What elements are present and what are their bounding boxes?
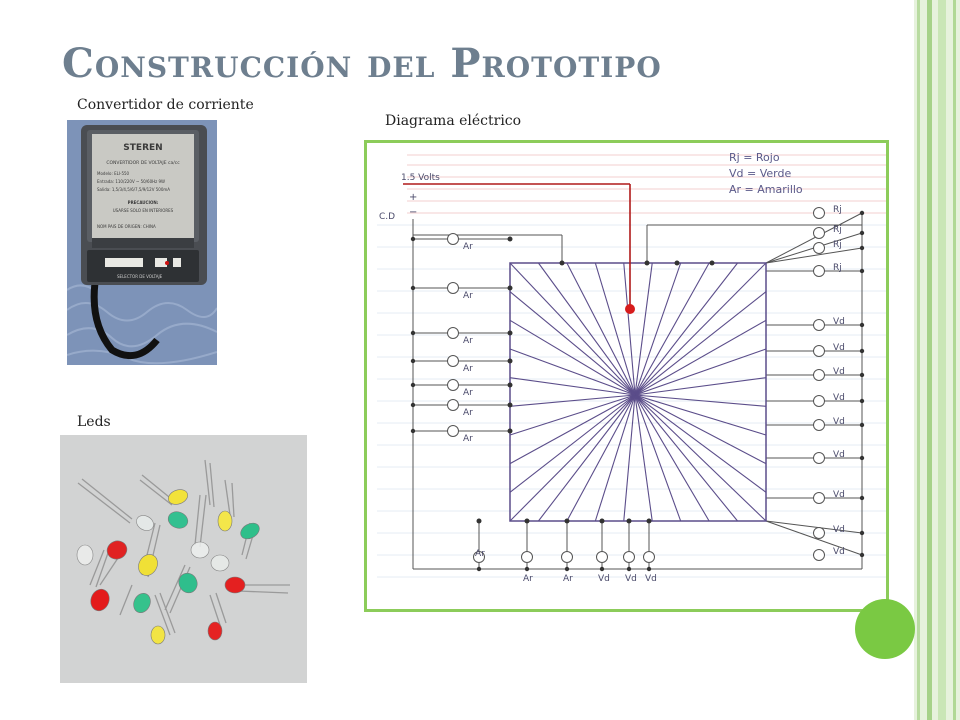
led-label: Ar (463, 388, 473, 398)
supply-label: 1.5 Volts (401, 173, 440, 183)
converter-selector-label: SELECTOR DE VOLTAJE (117, 274, 163, 279)
junction-dot (860, 231, 864, 235)
junction-dot (627, 519, 632, 524)
junction-dot (860, 349, 864, 353)
junction-dot (411, 237, 415, 241)
junction-dot (508, 331, 513, 336)
converter-label-text: NOM PAIS DE ORIGEN: CHINA (97, 224, 156, 229)
led-label: Vd (833, 393, 845, 403)
junction-dot (477, 519, 482, 524)
junction-dot (411, 383, 415, 387)
junction-dot (675, 261, 680, 266)
led-label: Rj (833, 263, 842, 273)
led-label: Vd (833, 417, 845, 427)
led-symbol (448, 234, 459, 245)
led-symbol (624, 552, 635, 563)
decorative-stripe (953, 0, 956, 720)
junction-dot (860, 531, 864, 535)
led-label: Vd (833, 343, 845, 353)
junction-dot (411, 286, 415, 290)
converter-caption: Convertidor de corriente (77, 97, 254, 113)
radial-trace (635, 263, 652, 395)
radial-trace (538, 395, 635, 521)
radial-trace (510, 378, 635, 395)
junction-dot (565, 567, 569, 571)
radial-trace (635, 395, 766, 521)
electrical-diagram (364, 140, 889, 612)
converter-label-text: Modelo: ELI-550 (97, 171, 130, 176)
led-symbol (814, 346, 825, 357)
led-label: Rj (833, 225, 842, 235)
led-symbol (814, 453, 825, 464)
junction-dot (508, 403, 513, 408)
led-label: Ar (523, 574, 533, 584)
legend-item: Rj = Rojo (729, 151, 780, 164)
led-symbol (814, 396, 825, 407)
led-label: Ar (463, 434, 473, 444)
leds-caption: Leds (77, 414, 111, 430)
led-symbol (448, 400, 459, 411)
junction-dot (560, 261, 565, 266)
radial-trace (635, 263, 766, 395)
led-label: Ar (463, 408, 473, 418)
led-symbol (644, 552, 655, 563)
decorative-stripe (927, 0, 932, 720)
converter-label-text: PRECAUCION: (127, 200, 159, 205)
plus-sign: + (409, 192, 418, 203)
junction-dot (411, 331, 415, 335)
led-symbol (562, 552, 573, 563)
led-label: Vd (598, 574, 610, 584)
legend-item: Vd = Verde (729, 167, 792, 180)
minus-sign: − (409, 207, 418, 218)
junction-dot (411, 429, 415, 433)
led-symbol (448, 328, 459, 339)
led-label: Vd (625, 574, 637, 584)
led-label: Ar (463, 336, 473, 346)
junction-dot (860, 423, 864, 427)
junction-dot (565, 519, 570, 524)
decorative-stripe (917, 0, 920, 720)
led-label: Vd (833, 317, 845, 327)
junction-dot (860, 399, 864, 403)
junction-dot (860, 553, 864, 557)
radial-trace (538, 263, 635, 395)
junction-dot (508, 383, 513, 388)
led-label: Rj (833, 205, 842, 215)
converter-label-text: CONVERTIDOR DE VOLTAJE ca/cc (106, 161, 180, 166)
radial-trace (510, 292, 635, 395)
led-label: Ar (463, 242, 473, 252)
radial-trace (635, 395, 738, 521)
slide-title: Construcción del Prototipo (62, 40, 662, 87)
led-symbol (448, 283, 459, 294)
junction-dot (860, 211, 864, 215)
junction-dot (627, 567, 631, 571)
led-label: Rj (833, 240, 842, 250)
converter-label-text: USARSE SOLO EN INTERIORES (112, 208, 174, 213)
junction-dot (508, 286, 513, 291)
led-symbol (448, 426, 459, 437)
junction-dot (508, 359, 513, 364)
converter-label-text: Entrada: 110/220V ~ 50/60Hz 9W (97, 179, 165, 184)
radial-trace (635, 320, 766, 395)
junction-dot (647, 519, 652, 524)
decorative-stripe (938, 0, 946, 720)
radial-trace (635, 263, 681, 395)
led-label: Vd (833, 450, 845, 460)
led-symbol (814, 493, 825, 504)
junction-dot (647, 567, 651, 571)
junction-dot (508, 237, 513, 242)
led-symbol (448, 380, 459, 391)
led-label: Ar (463, 364, 473, 374)
led-symbol (814, 320, 825, 331)
radial-trace (635, 263, 709, 395)
led-label: Vd (645, 574, 657, 584)
junction-dot (860, 373, 864, 377)
led-label: Vd (833, 367, 845, 377)
led-symbol (814, 370, 825, 381)
diagram-caption: Diagrama eléctrico (385, 113, 522, 129)
junction-dot (860, 246, 864, 250)
junction-dot (411, 359, 415, 363)
legend-item: Ar = Amarillo (729, 183, 803, 196)
led-symbol (597, 552, 608, 563)
led-label: Ar (463, 291, 473, 301)
wire (766, 521, 862, 555)
led-symbol (448, 356, 459, 367)
junction-dot (525, 567, 529, 571)
converter-brand: STEREN (123, 143, 163, 153)
radial-trace (635, 378, 766, 395)
radial-trace (510, 263, 635, 395)
radial-trace (510, 395, 635, 492)
junction-dot (645, 261, 650, 266)
radial-trace (635, 292, 766, 395)
cd-label: C.D (379, 212, 396, 222)
center-contact-dot (625, 304, 635, 314)
led-label: Vd (833, 547, 845, 557)
junction-dot (860, 269, 864, 273)
led-symbol (814, 208, 825, 219)
junction-dot (860, 323, 864, 327)
junction-dot (860, 456, 864, 460)
led-label: Vd (833, 525, 845, 535)
junction-dot (710, 261, 715, 266)
led-symbol (814, 420, 825, 431)
power-converter-photo (67, 120, 217, 365)
radial-trace (635, 263, 738, 395)
decorative-dot (855, 599, 915, 659)
led-symbol (814, 266, 825, 277)
junction-dot (525, 519, 530, 524)
junction-dot (600, 567, 604, 571)
led-label: Ar (475, 549, 485, 559)
radial-trace (635, 395, 681, 521)
led-symbol (814, 243, 825, 254)
junction-dot (508, 429, 513, 434)
radial-trace (510, 349, 635, 395)
converter-label-text: Salida: 1,5/3/4,5/6/7,5/9/12V 500mA (97, 187, 170, 192)
radial-trace (510, 395, 635, 521)
led-symbol (814, 528, 825, 539)
radial-trace (635, 395, 766, 492)
leds-photo (60, 435, 307, 683)
junction-dot (477, 567, 481, 571)
led-symbol (522, 552, 533, 563)
junction-dot (411, 403, 415, 407)
junction-dot (600, 519, 605, 524)
led-symbol (814, 550, 825, 561)
junction-dot (860, 496, 864, 500)
radial-trace (635, 349, 766, 395)
led-label: Vd (833, 490, 845, 500)
led-symbol (814, 228, 825, 239)
radial-trace (635, 395, 652, 521)
led-label: Ar (563, 574, 573, 584)
